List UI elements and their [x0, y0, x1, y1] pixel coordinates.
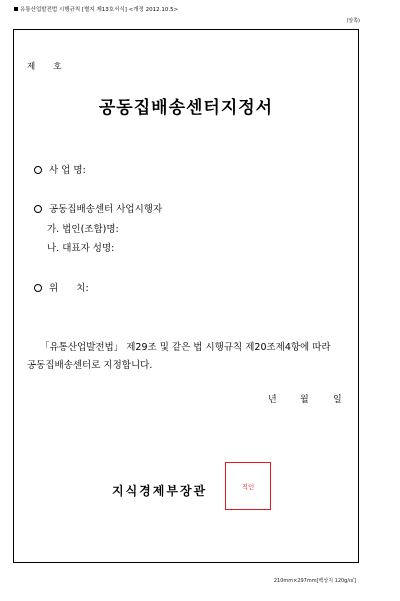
seal-text: 직인: [241, 482, 255, 491]
circle-bullet-icon: [34, 284, 42, 292]
form-header-text: 유통산업발전법 시행규칙 [별지 제13호서식] <개정 2012.10.5>: [20, 7, 179, 13]
black-square-icon: [14, 7, 18, 11]
issuer-title: 지식경제부장관: [112, 484, 208, 498]
page-side-label: (앞쪽): [346, 18, 360, 24]
operator-label: 공동집배송센터 사업시행자: [49, 204, 163, 215]
corporation-label: 가. 법인(조합)명:: [47, 224, 119, 235]
business-name-label: 사 업 명:: [49, 165, 86, 176]
item-operator: [34, 201, 162, 215]
circle-bullet-icon: [34, 205, 42, 213]
document-number: [27, 60, 61, 72]
paper-spec: 210mm×297mm[백상지 120g/㎡]: [273, 578, 356, 584]
location-label: 위 치:: [49, 283, 89, 294]
circle-bullet-icon: [34, 166, 42, 174]
official-seal: [225, 462, 271, 510]
form-header: [14, 6, 178, 14]
item-business-name: [34, 162, 86, 176]
document-title: 공동집배송센터지정서: [98, 98, 274, 118]
date-month: 월: [300, 395, 309, 405]
designation-statement: [27, 339, 349, 375]
date-year: 년: [268, 395, 277, 405]
item-location: [34, 280, 89, 294]
number-label-prefix: 제: [27, 62, 36, 72]
number-label-suffix: 호: [53, 62, 62, 72]
designation-text: 「유통산업발전법」 제29조 및 같은 법 시행규칙 제20조제4항에 따라 공동집배송센터로 지정합니다.: [27, 342, 331, 371]
date-day: 일: [333, 395, 342, 405]
representative-label: 나. 대표자 성명:: [47, 243, 115, 254]
